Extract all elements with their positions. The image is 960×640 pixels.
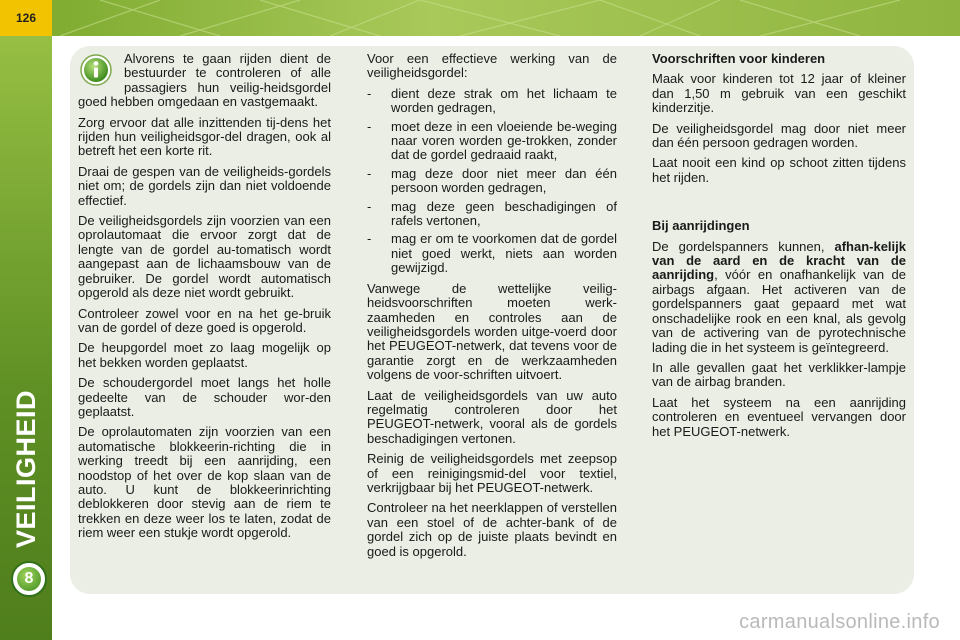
list-item-text: mag deze geen beschadigingen of rafels vertonen, — [391, 198, 617, 229]
col2-para-2: Laat de veiligheidsgordels van uw auto regelmatig controleren door het PEUGEOT-netwerk, vooral als de gordels beschadigingen vertonen. — [367, 387, 617, 446]
col3-para-2: De veiligheidsgordel mag door niet meer dan één persoon gedragen worden. — [652, 120, 906, 151]
page-number: 126 — [0, 0, 52, 36]
list-dash: - — [367, 118, 372, 134]
info-icon — [80, 54, 112, 86]
col3-para-3: Laat nooit een kind op schoot zitten tijdens het rijden. — [652, 155, 906, 185]
list-item-text: mag er om te voorkomen dat de gordel niet goed werkt, niets aan worden gewijzigd. — [391, 231, 617, 276]
section-spacer — [652, 191, 906, 219]
list-dash: - — [367, 165, 372, 181]
chapter-number: 8 — [17, 567, 41, 591]
list-item-text: dient deze strak om het lichaam te worden gedragen, — [391, 85, 617, 116]
requirements-list — [367, 87, 617, 276]
list-item — [367, 120, 617, 163]
list-item-text: moet deze in een vloeiende be-weging naar voren worden ge-trokken, zonder dat de gordel gedraaid raakt, — [391, 118, 617, 163]
list-item — [367, 167, 617, 196]
children-heading: Voorschriften voor kinderen — [652, 51, 826, 66]
col1-para-7: De schoudergordel moet langs het holle gedeelte van de schouder wor-den geplaatst. — [78, 375, 331, 419]
list-item — [367, 87, 617, 116]
header-pattern — [0, 0, 960, 36]
list-item-text: mag deze door niet meer dan één persoon worden gedragen, — [391, 165, 617, 196]
col2-intro: Voor een effectieve werking van de veiligheidsgordel: — [367, 51, 617, 81]
col2-para-4: Controleer na het neerklappen of verstellen van een stoel of de achter-bank of de gordel zich op de juiste plaats bevindt en goed is opgerold. — [367, 500, 617, 559]
pretensioner-rest: , vóór en onafhankelijk van de airbags afgaan. Het activeren van de gordelspanners gaat gepaard met wat onschadelijke rook en een knal, als gevolg van de activering van de pyrotechnische lading die in het systeem is geïntegreerd. — [652, 267, 906, 355]
col2-para-1: Vanwege de wettelijke veilig-heidsvoorschriften moeten werk-zaamheden en controles aan de veiligheidsgordels worden uitge-voerd door het PEUGEOT-netwerk, dat tevens voor de garantie zorgt en de werkzaamheden volgens de voor-schriften uitvoert. — [367, 280, 617, 383]
col2-para-3: Reinig de veiligheidsgordels met zeepsop of een reinigingsmid-del voor textiel, verkrijgbaar bij het PEUGEOT-netwerk. — [367, 451, 617, 495]
col3-para-4: In alle gevallen gaat het verklikker-lampje van de airbag branden. — [652, 359, 906, 390]
column-2 — [367, 52, 617, 565]
chapter-badge — [11, 561, 47, 597]
collision-heading: Bij aanrijdingen — [652, 218, 750, 234]
col1-para-2: Zorg ervoor dat alle inzittenden tij-dens het rijden hun veiligheidsgor-del dragen, ook al betreft het een korte rit. — [78, 114, 331, 159]
col1-para-5: Controleer zowel voor en na het ge-bruik van de gordel of deze goed is opgerold. — [78, 305, 331, 335]
col1-para-3: Draai de gespen van de veiligheids-gordels niet om; de gordels zijn dan niet voldoende effectief. — [78, 163, 331, 208]
section-sidebar — [0, 36, 52, 640]
pretensioner-bold: afhan-kelijk van de aard en de kracht van de aanrijding — [652, 238, 906, 283]
col3-para-1: Maak voor kinderen tot 12 jaar of kleiner dan 1,50 m gebruik van een geschikt kinderzitje. — [652, 71, 906, 116]
column-1 — [78, 52, 331, 547]
col1-para-4: De veiligheidsgordels zijn voorzien van een oprolautomaat die ervoor zorgt dat de lengte van de gordel au-tomatisch wordt aangepast aan de lichaamsbouw van de gebruiker. De gordel wordt automatisch opgerold als deze niet wordt gebruikt. — [78, 213, 331, 301]
list-item — [367, 232, 617, 275]
col1-para-1: Alvorens te gaan rijden dient de bestuurder te controleren of alle passagiers hun veilig-heidsgordel goed hebben omgedaan en vastgemaakt. — [78, 51, 331, 110]
column-3 — [652, 52, 906, 445]
col3-para-5: Laat het systeem na een aanrijding controleren en eventueel vervangen door het PEUGEOT-netwerk. — [652, 394, 906, 439]
list-dash: - — [367, 85, 372, 101]
list-dash: - — [367, 231, 372, 247]
col1-para-8: De oprolautomaten zijn voorzien van een automatische blokkeerin-richting die in werking treedt bij een aanrijding, een noodstop of het over de kop slaan van de auto. U kunt de blokkeerinrichting deblokkeren door stevig aan de riem te trekken en deze weer los te laten, zodat de riem weer een stukje wordt opgerold. — [78, 424, 331, 541]
list-item — [367, 200, 617, 229]
pretensioner-lead: De gordelspanners kunnen, — [652, 238, 835, 254]
col3-pretensioner-para — [652, 240, 906, 355]
watermark: carmanualsonline.info — [739, 611, 940, 633]
col1-para-6: De heupgordel moet zo laag mogelijk op het bekken worden geplaatst. — [78, 340, 331, 370]
list-dash: - — [367, 198, 372, 214]
header-band — [0, 0, 960, 36]
